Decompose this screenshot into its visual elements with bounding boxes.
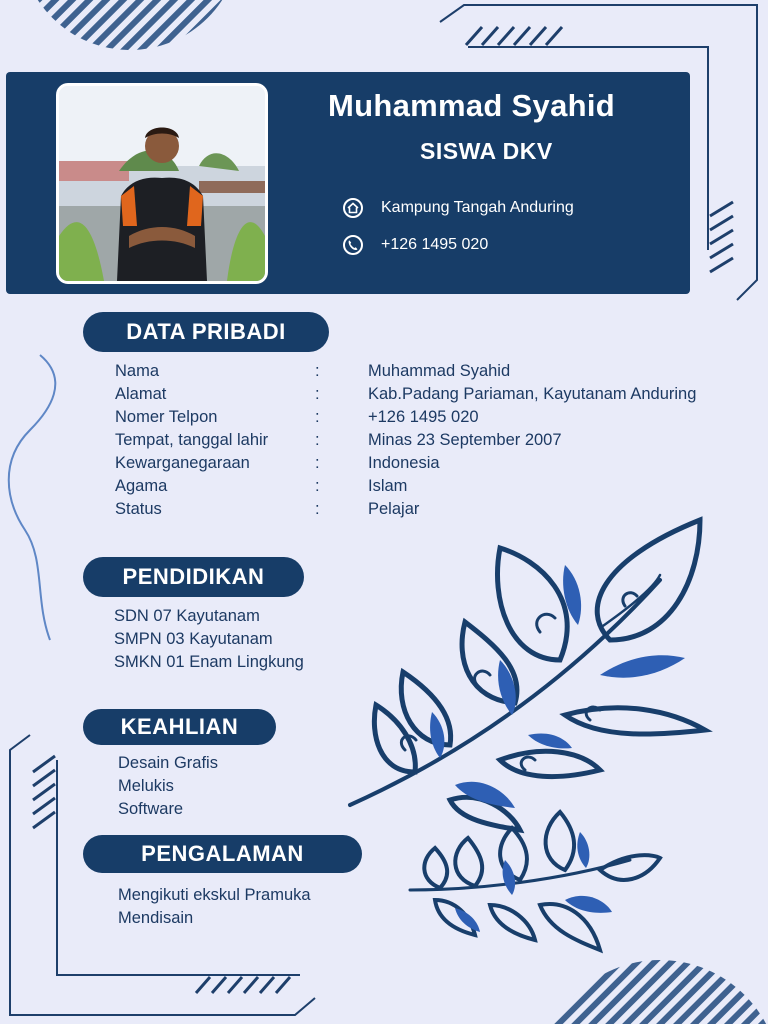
education-item: SMPN 03 Kayutanam: [114, 630, 273, 648]
section-title-personal: DATA PRIBADI: [83, 312, 329, 352]
contact-phone-text: +126 1495 020: [381, 236, 489, 253]
section-title-experience: PENGALAMAN: [83, 835, 362, 873]
education-item: SDN 07 Kayutanam: [114, 607, 260, 625]
separator: :: [315, 408, 320, 426]
education-item: SMKN 01 Enam Lingkung: [114, 653, 304, 671]
contact-phone: [343, 232, 488, 258]
personal-value: +126 1495 020: [368, 408, 479, 426]
experience-item: Mengikuti ekskul Pramuka: [118, 886, 311, 904]
personal-value: Pelajar: [368, 500, 420, 518]
personal-label: Agama: [115, 477, 168, 495]
personal-label: Alamat: [115, 385, 167, 403]
skill-item: Desain Grafis: [118, 754, 218, 772]
personal-value: Minas 23 September 2007: [368, 431, 562, 449]
personal-value: Indonesia: [368, 454, 440, 472]
personal-row: [115, 454, 755, 477]
personal-label: Nama: [115, 362, 160, 380]
personal-row: [115, 362, 755, 385]
personal-label: Tempat, tanggal lahir: [115, 431, 269, 449]
experience-item: Mendisain: [118, 909, 194, 927]
section-title-education: PENDIDIKAN: [83, 557, 304, 597]
skill-item: Melukis: [118, 777, 174, 795]
personal-value: Islam: [368, 477, 408, 495]
striped-circle-bottom-right: [520, 950, 768, 1024]
section-title-skills: KEAHLIAN: [83, 709, 276, 745]
personal-value: Muhammad Syahid: [368, 362, 511, 380]
personal-row: [115, 408, 755, 431]
personal-row: [115, 477, 755, 500]
profile-photo-image: [59, 86, 265, 281]
skills-list: [118, 752, 218, 821]
separator: :: [315, 477, 320, 495]
personal-label: Status: [115, 500, 162, 518]
separator: :: [315, 431, 320, 449]
profile-photo: [56, 83, 268, 284]
leaf-ornament: [350, 520, 705, 950]
experience-list: [118, 884, 311, 930]
education-list: [114, 605, 304, 674]
contact-address-text: Kampung Tangah Anduring: [381, 199, 574, 216]
striped-circle-top-left: [0, 0, 260, 60]
personal-row: [115, 385, 755, 408]
skill-item: Software: [118, 800, 184, 818]
separator: :: [315, 454, 320, 472]
wavy-line: [9, 355, 56, 640]
personal-label: Kewarganegaraan: [115, 454, 250, 472]
profile-role: SISWA DKV: [420, 138, 553, 164]
phone-icon: [343, 235, 363, 255]
profile-name: Muhammad Syahid: [328, 88, 615, 123]
home-icon: [343, 198, 363, 218]
separator: :: [315, 385, 320, 403]
personal-label: Nomer Telpon: [115, 408, 218, 426]
separator: :: [315, 500, 320, 518]
personal-row: [115, 431, 755, 454]
personal-row: [115, 500, 755, 523]
personal-value: Kab.Padang Pariaman, Kayutanam Anduring: [368, 385, 697, 403]
separator: :: [315, 362, 320, 380]
contact-address: [343, 195, 574, 221]
